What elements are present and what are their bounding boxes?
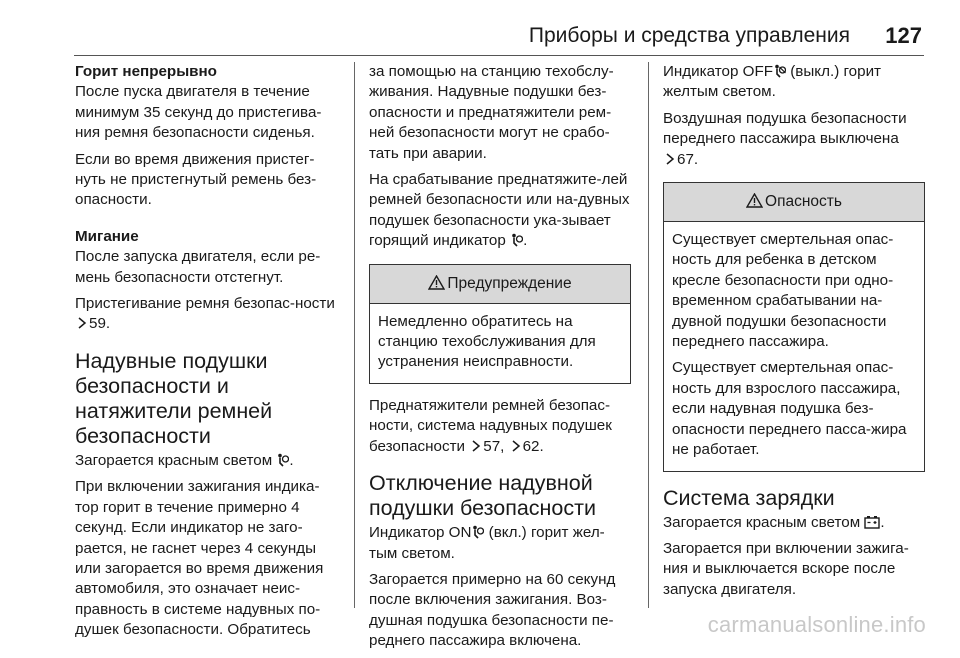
- page-reference[interactable]: 67.: [677, 150, 699, 168]
- paragraph: Загорается примерно на 60 секунд после включения зажигания. Воз-душная подушка безопасности пе-реднего пассажира включена.: [369, 570, 616, 650]
- warning-triangle-icon: [428, 275, 445, 290]
- warning-box-header: Предупреждение: [370, 265, 630, 304]
- airbag-on-indicator-icon: [471, 525, 484, 539]
- heading-charging-system: Система зарядки: [663, 485, 835, 510]
- paragraph: Если во время движения пристег-нуть не пристегнутый ремень без-опасности.: [75, 150, 317, 209]
- column-2: [369, 62, 631, 658]
- heading-airbags: Надувные подушки безопасности и натяжители ремней безопасности: [75, 348, 273, 448]
- paragraph: Загорается при включении зажига-ния и выключается вскоре после запуска двигателя.: [663, 539, 909, 598]
- section-title: Приборы и средства управления: [528, 24, 850, 47]
- header-rule: [74, 55, 924, 56]
- paragraph: После пуска двигателя в течение минимум 35 секунд до пристегива-ния ремня безопасности сиденья.: [75, 83, 322, 142]
- page-number: 127: [885, 23, 922, 48]
- airbag-indicator-icon: [276, 453, 289, 467]
- paragraph: за помощью на станцию техобслу-живания. Надувные подушки без-опасности и преднатяжители рем-ней безопасности могут не срабо-тать при аварии.: [369, 63, 614, 162]
- warning-text: Немедленно обратитесь на станцию техобслуживания для устранения неисправности.: [378, 312, 596, 371]
- paragraph: Загорается красным светом .: [663, 513, 885, 531]
- paragraph: На срабатывание преднатяжите-лей ремней безопасности или на-дувных подушек безопасности ука-зывает горящий индикатор .: [369, 171, 630, 250]
- watermark: carmanualsonline.info: [707, 612, 926, 637]
- airbag-indicator-icon: [510, 233, 523, 247]
- page-reference-arrow-icon: [77, 317, 87, 329]
- heading-airbag-off: Отключение надувной подушки безопасности: [369, 471, 596, 521]
- paragraph: Преднатяжители ремней безопас-ности, система надувных подушек безопасности 57, 62.: [369, 396, 612, 455]
- warning-box: [369, 264, 631, 384]
- subheading-flashing: Мигание: [75, 227, 139, 245]
- battery-charging-icon: [864, 515, 880, 529]
- danger-box: [663, 182, 925, 471]
- paragraph: После запуска двигателя, если ре-мень безопасности отстегнут.: [75, 248, 321, 286]
- paragraph: Индикатор OFF (выкл.) горит желтым светом.: [663, 63, 882, 101]
- warning-triangle-icon: [746, 193, 763, 208]
- page-reference[interactable]: 59.: [89, 315, 111, 333]
- column-divider-2: [648, 62, 649, 608]
- danger-text: Существует смертельная опас-ность для ребенка в детском кресле безопасности при одно-временном срабатывании на-дувной подушки безопасности переднего пассажира.: [672, 231, 894, 351]
- page-reference[interactable]: 57,: [483, 437, 505, 455]
- page-reference[interactable]: 62.: [522, 437, 544, 455]
- danger-box-header: Опасность: [664, 183, 924, 222]
- page-header: [0, 0, 960, 60]
- danger-text: Существует смертельная опас-ность для взрослого пассажира, если надувная подушка без-опасности переднего пасса-жира не работает.: [672, 359, 907, 459]
- column-divider-1: [354, 62, 355, 608]
- paragraph: Индикатор ON (вкл.) горит жел-тым светом.: [369, 524, 605, 562]
- page-reference-arrow-icon: [471, 440, 481, 452]
- paragraph: Воздушная подушка безопасности переднего пассажира выключена 67.: [663, 109, 907, 168]
- column-3: [663, 62, 925, 606]
- column-1: [75, 62, 337, 647]
- paragraph: Загорается красным светом .: [75, 451, 294, 469]
- page-reference-arrow-icon: [665, 153, 675, 165]
- paragraph: При включении зажигания индика-тор горит в течение примерно 4 секунд. Если индикатор не заго-рается, не гаснет через 4 секунды или загорается во время движения автомобиля, это означает неис-правность в системе надувных по-душек безопасности. Обратитесь: [75, 478, 324, 639]
- page-reference-arrow-icon: [511, 440, 521, 452]
- airbag-off-indicator-icon: [773, 64, 786, 78]
- subheading-steady: Горит непрерывно: [75, 63, 217, 80]
- paragraph: Пристегивание ремня безопас-ности 59.: [75, 295, 335, 333]
